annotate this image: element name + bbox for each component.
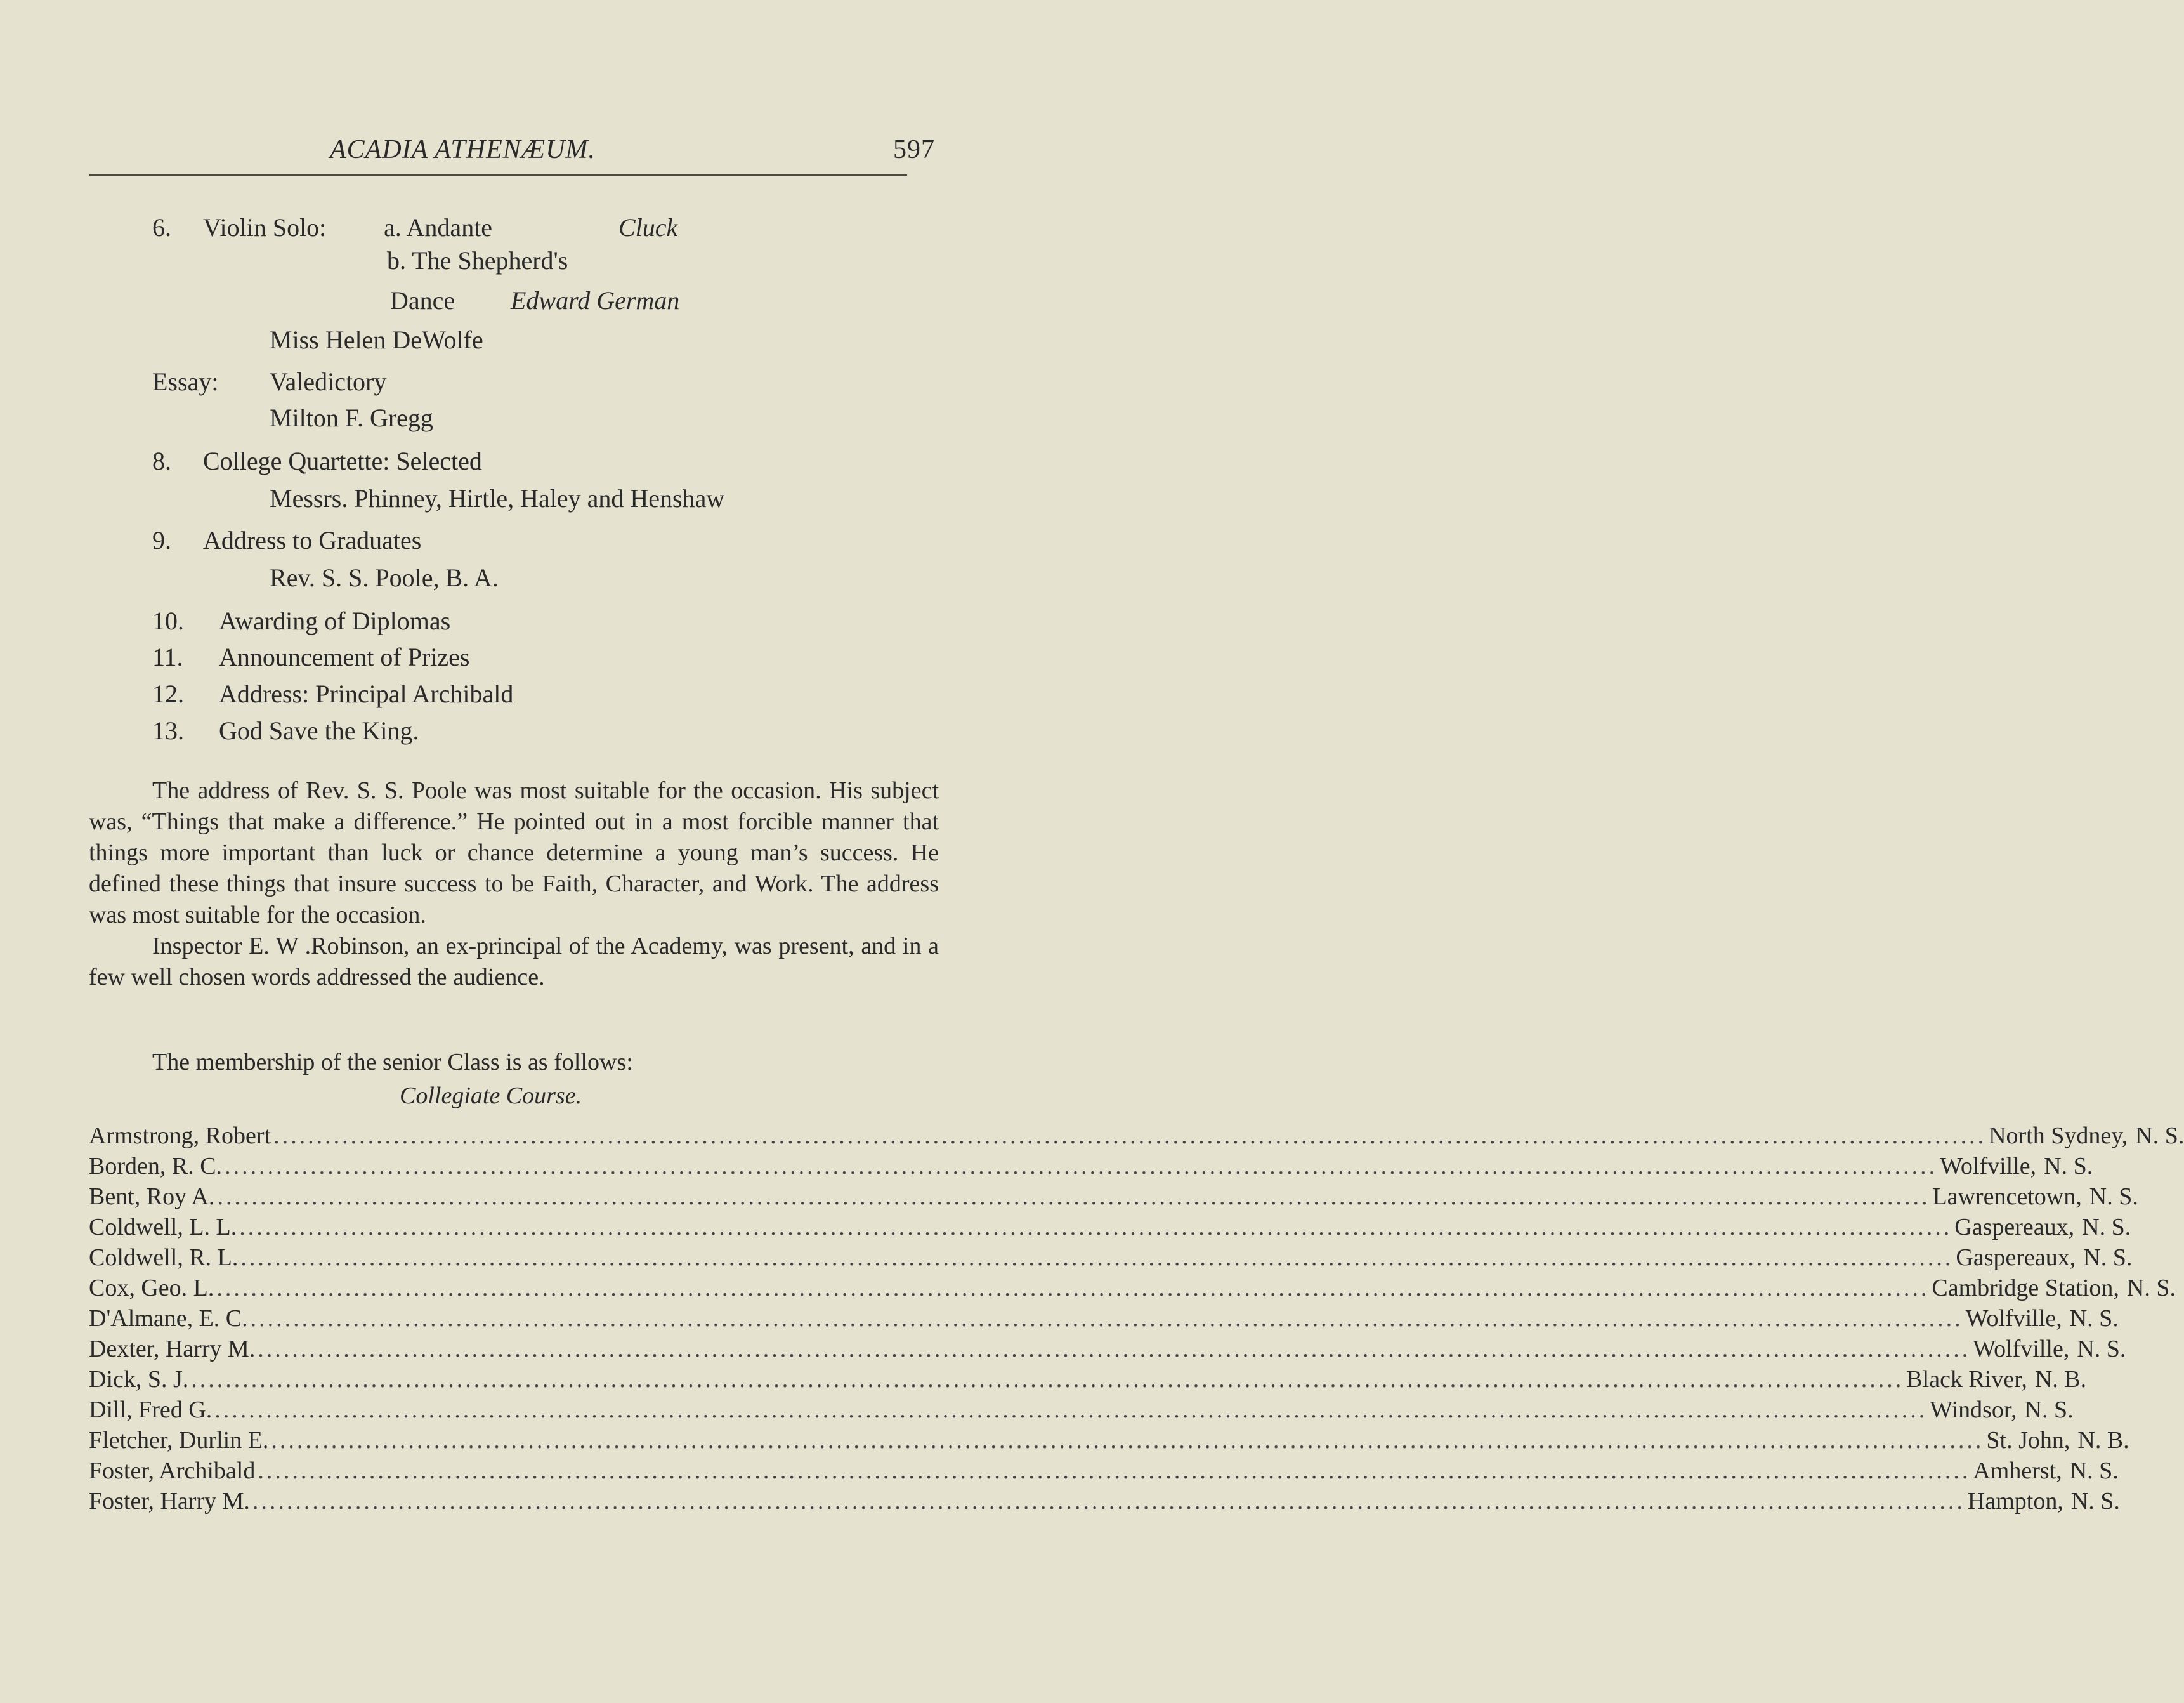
leader-dots: ........................................................................................................................................................................................................ — [271, 1427, 1984, 1454]
student-town: Amherst, — [1973, 1457, 2062, 1484]
student-name: Armstrong, Robert — [89, 1122, 271, 1149]
item-number-11: 11. — [152, 643, 183, 671]
student-town: St. John, — [1986, 1427, 2070, 1454]
student-town: Black River, — [1906, 1366, 2027, 1393]
leader-dots: ........................................................................................................................................................................................................ — [191, 1366, 1904, 1393]
leader-dots: ........................................................................................................................................................................................................ — [258, 1336, 1971, 1362]
student-name: D'Almane, E. C. — [89, 1305, 248, 1332]
student-province: N. S. — [2069, 1457, 2119, 1484]
paragraph: Inspector E. W .Robinson, an ex-principal of the Academy, was present, and in a few well chosen words addressed the audience. — [89, 933, 939, 990]
student-name: Borden, R. C. — [89, 1153, 223, 1180]
list-item — [89, 1396, 2074, 1426]
list-item — [89, 1122, 2184, 1152]
list-item — [89, 1335, 2126, 1365]
item-part-b-cont: Dance — [390, 286, 455, 315]
item-part-b-composer: Edward German — [511, 286, 680, 315]
list-item — [89, 1365, 2087, 1396]
leader-dots: ........................................................................................................................................................................................................ — [214, 1397, 1928, 1423]
student-province: N. S. — [2083, 1244, 2133, 1271]
leader-dots: ........................................................................................................................................................................................................ — [250, 1305, 1963, 1332]
essay-label: Essay: — [152, 367, 219, 396]
item-number-12: 12. — [152, 680, 184, 708]
student-name: Fletcher, Durlin E. — [89, 1427, 269, 1454]
leader-dots: ........................................................................................................................................................................................................ — [217, 1183, 1930, 1210]
item-text-12: Address: Principal Archibald — [219, 680, 514, 708]
student-town: Windsor, — [1930, 1397, 2017, 1423]
student-province: N. S. — [2024, 1397, 2074, 1423]
list-item — [89, 1274, 2176, 1305]
item-number-13: 13. — [152, 716, 184, 745]
list-item — [89, 1183, 2138, 1213]
student-province: N. B. — [2077, 1427, 2129, 1454]
leader-dots: ........................................................................................................................................................................................................ — [240, 1244, 1954, 1271]
running-title: ACADIA ATHENÆUM. — [330, 135, 596, 164]
item-text-10: Awarding of Diplomas — [219, 607, 451, 635]
item-number: 6. — [152, 213, 171, 242]
student-province: N. S. — [2135, 1122, 2184, 1149]
student-name: Dill, Fred G. — [89, 1397, 213, 1423]
page-number: 597 — [893, 135, 935, 164]
list-item — [89, 1457, 2119, 1487]
item-part-a-composer: Cluck — [618, 213, 678, 242]
student-name: Dick, S. J. — [89, 1366, 189, 1393]
list-item — [89, 1487, 2120, 1518]
student-province: N. S. — [2126, 1275, 2176, 1301]
membership-intro: The membership of the senior Class is as follows: — [152, 1049, 633, 1075]
student-name: Coldwell, R. L. — [89, 1244, 239, 1271]
item-text-11: Announcement of Prizes — [219, 643, 470, 671]
student-name: Foster, Archibald — [89, 1457, 256, 1484]
student-town: Wolfville, — [1965, 1305, 2062, 1332]
leader-dots: ........................................................................................................................................................................................................ — [225, 1153, 1938, 1180]
item-performer: Miss Helen DeWolfe — [270, 325, 483, 354]
student-name: Coldwell, L. L. — [89, 1214, 237, 1240]
student-name: Cox, Geo. L. — [89, 1275, 214, 1301]
student-town: Hampton, — [1967, 1488, 2063, 1515]
student-name: Foster, Harry M. — [89, 1488, 250, 1515]
student-town: Gaspereaux, — [1956, 1244, 2076, 1271]
student-province: N. S. — [2069, 1305, 2119, 1332]
list-item — [89, 1152, 2093, 1183]
student-name: Bent, Roy A. — [89, 1183, 215, 1210]
student-province: N. S. — [2077, 1336, 2126, 1362]
item-performer: Rev. S. S. Poole, B. A. — [270, 563, 499, 592]
header-rule — [89, 174, 907, 176]
item-number-10: 10. — [152, 607, 184, 635]
student-town: Wolfville, — [1940, 1153, 2037, 1180]
student-town: Wolfville, — [1973, 1336, 2070, 1362]
student-town: Gaspereaux, — [1954, 1214, 2075, 1240]
essay-title: Valedictory — [270, 367, 387, 396]
item-performer: Messrs. Phinney, Hirtle, Haley and Henshaw — [270, 484, 725, 513]
student-town: Lawrencetown, — [1932, 1183, 2082, 1210]
course-heading: Collegiate Course. — [400, 1082, 582, 1109]
leader-dots: ........................................................................................................................................................................................................ — [239, 1214, 1952, 1240]
student-town: North Sydney, — [1989, 1122, 2128, 1149]
item-label: Violin Solo: — [203, 213, 327, 242]
student-province: N. S. — [2044, 1153, 2093, 1180]
student-name: Dexter, Harry M. — [89, 1336, 256, 1362]
list-item — [89, 1305, 2119, 1335]
leader-dots: ........................................................................................................................................................................................................ — [258, 1457, 1971, 1484]
student-town: Cambridge Station, — [1932, 1275, 2119, 1301]
leader-dots: ........................................................................................................................................................................................................ — [216, 1275, 1930, 1301]
item-number: 8. — [152, 447, 171, 475]
item-part-a: a. Andante — [384, 213, 493, 242]
body-text — [89, 775, 939, 993]
paragraph: The address of Rev. S. S. Poole was most suitable for the occasion. His subject was, “Things that make a difference.” He pointed out in a most forcible manner that things more important than luck or chance determine a young man’s success. He defined these things that insure success to be Faith, Character, and Work. The address was most suitable for the occasion. — [89, 777, 939, 928]
student-province: N. S. — [2082, 1214, 2131, 1240]
leader-dots: ........................................................................................................................................................................................................ — [252, 1488, 1965, 1515]
list-item — [89, 1244, 2133, 1274]
essay-performer: Milton F. Gregg — [270, 404, 433, 432]
item-text: Address to Graduates — [203, 526, 422, 555]
item-text: College Quartette: Selected — [203, 447, 482, 475]
student-province: N. S. — [2089, 1183, 2138, 1210]
list-item — [89, 1426, 2129, 1457]
item-part-b: b. The Shepherd's — [387, 246, 568, 275]
item-number: 9. — [152, 526, 171, 555]
list-item — [89, 1213, 2131, 1244]
student-province: N. B. — [2034, 1366, 2087, 1393]
leader-dots: ........................................................................................................................................................................................................ — [273, 1122, 1987, 1149]
item-text-13: God Save the King. — [219, 716, 419, 745]
student-province: N. S. — [2070, 1488, 2120, 1515]
